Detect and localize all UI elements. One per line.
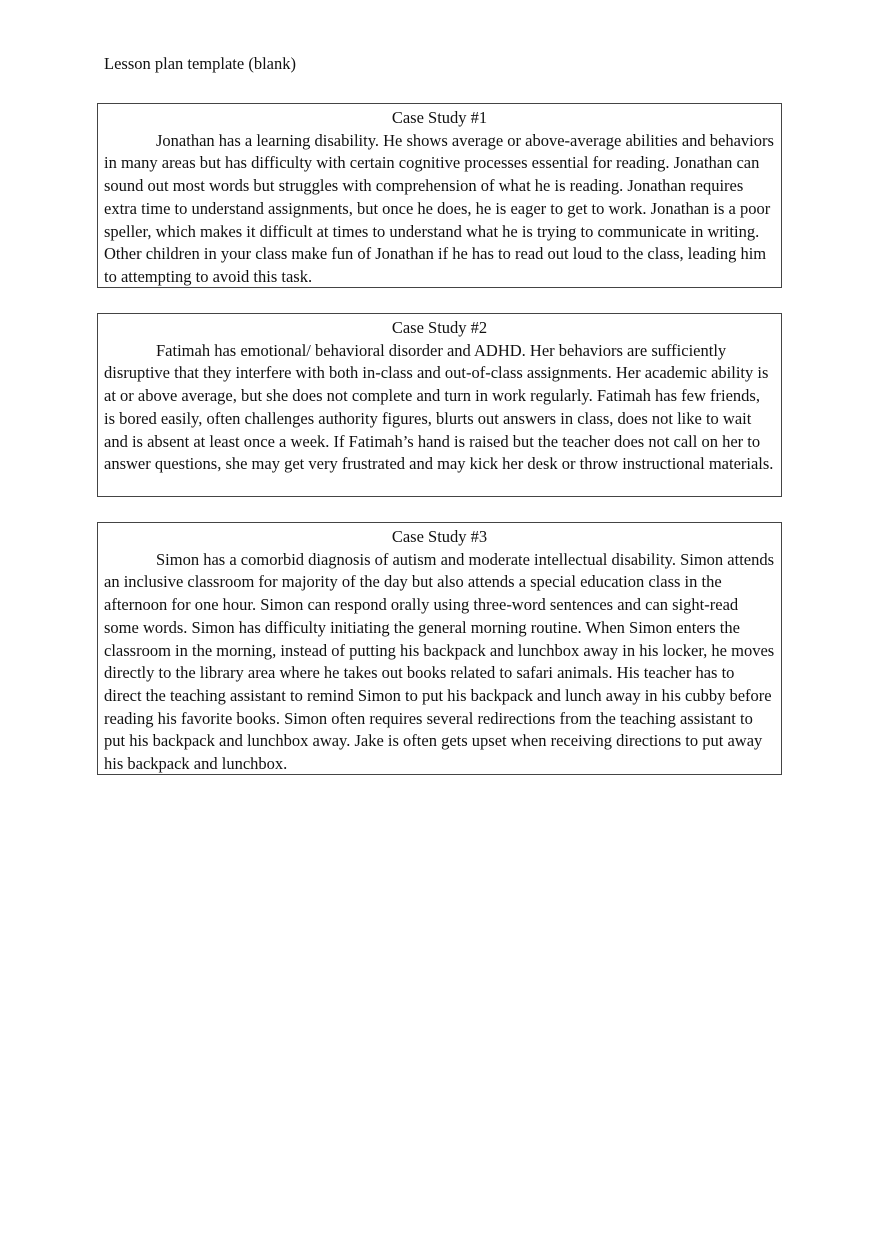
case-study-1-heading: Case Study #1 bbox=[391, 108, 488, 127]
case-study-1-body: Jonathan has a learning disability. He shows average or above-average abilities and behaviors in many areas but has difficulty with certain cognitive processes essential for reading. Jonathan can sound out most words but struggles with comprehension of what he is reading. Jonathan requires extra time to understand assignments, but once he does, he is eager to get to work. Jonathan is a poor speller, which makes it difficult at times to understand what he is trying to communicate in writing. Other children in your class make fun of Jonathan if he has to read out loud to the class, leading him to attempting to avoid this task. bbox=[104, 130, 774, 286]
case-study-2-box bbox=[97, 313, 782, 497]
case-study-1-box bbox=[97, 103, 782, 288]
case-study-3-heading: Case Study #3 bbox=[391, 527, 488, 546]
case-study-2-body: Fatimah has emotional/ behavioral disorder and ADHD. Her behaviors are sufficiently disruptive that they interfere with both in-class and out-of-class assignments. Her academic ability is at or above average, but she does not complete and turn in work regularly. Fatimah has few friends, is bored easily, often challenges authority figures, blurts out answers in class, does not like to wait and is absent at least once a week. If Fatimah’s hand is raised but the teacher does not call on her to answer questions, she may get very frustrated and may kick her desk or throw instructional materials. bbox=[104, 340, 774, 474]
case-study-3-body: Simon has a comorbid diagnosis of autism and moderate intellectual disability. Simon attends an inclusive classroom for majority of the day but also attends a special education class in the afternoon for one hour. Simon can respond orally using three-word sentences and can sight-read some words. Simon has difficulty initiating the general morning routine. When Simon enters the classroom in the morning, instead of putting his backpack and lunchbox away in his locker, he moves directly to the library area where he takes out books related to safari animals. His teacher has to direct the teaching assistant to remind Simon to put his backpack and lunch away in his cubby before reading his favorite books. Simon often requires several redirections from the teaching assistant to put his backpack and lunchbox away. Jake is often gets upset when receiving directions to put away his backpack and lunchbox. bbox=[104, 549, 775, 774]
document-title: Lesson plan template (blank) bbox=[104, 54, 296, 73]
case-study-2-heading: Case Study #2 bbox=[391, 318, 488, 337]
case-study-3-box bbox=[97, 522, 782, 775]
